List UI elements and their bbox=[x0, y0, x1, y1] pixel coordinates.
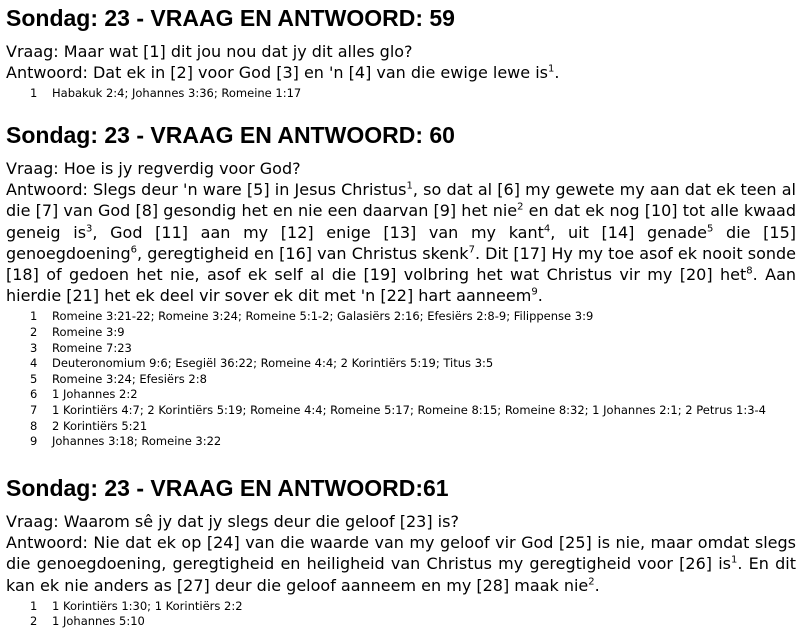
answer-segment: Antwoord: Dat ek in [2] voor God [3] en 'n [4] van die ewige lewe is bbox=[6, 63, 548, 83]
footnote-marker: 6 bbox=[130, 244, 137, 256]
reference-number: 9 bbox=[30, 434, 38, 449]
reference-text: Romeine 3:24; Efesiërs 2:8 bbox=[52, 371, 207, 386]
reference-item bbox=[6, 341, 796, 357]
reference-number: 3 bbox=[30, 340, 38, 355]
section-title: Sondag: 23 - VRAAG EN ANTWOORD: 59 bbox=[6, 5, 455, 31]
section-qa-61 bbox=[6, 474, 796, 630]
footnote-marker: 5 bbox=[707, 223, 714, 235]
answer-text bbox=[6, 532, 796, 596]
question-text: Vraag: Waarom sê jy dat jy slegs deur die geloof [23] is? bbox=[6, 512, 459, 531]
answer-segment: . bbox=[594, 575, 600, 595]
reference-number: 1 bbox=[30, 86, 38, 101]
footnote-marker: 7 bbox=[468, 244, 475, 256]
reference-item bbox=[6, 419, 796, 435]
reference-text: 1 Korintiërs 1:30; 1 Korintiërs 2:2 bbox=[52, 598, 243, 613]
footnote-marker: 8 bbox=[746, 265, 753, 277]
footnote-marker: 1 bbox=[406, 180, 413, 192]
reference-list bbox=[6, 309, 796, 449]
reference-number: 6 bbox=[30, 387, 38, 402]
reference-number: 4 bbox=[30, 356, 38, 371]
footnote-marker: 1 bbox=[547, 63, 555, 75]
reference-item bbox=[6, 387, 796, 403]
question-text: Vraag: Maar wat [1] dit jou nou dat jy dit alles glo? bbox=[6, 42, 413, 61]
reference-item bbox=[6, 356, 796, 372]
footnote-marker: 9 bbox=[531, 286, 538, 298]
section-qa-60 bbox=[6, 121, 796, 450]
answer-segment: Antwoord: Slegs deur 'n ware [5] in Jesus Christus bbox=[6, 180, 407, 200]
reference-number: 2 bbox=[30, 325, 38, 340]
reference-number: 1 bbox=[30, 598, 38, 613]
reference-item bbox=[6, 614, 796, 630]
answer-segment: , geregtigheid en [16] van Christus skenk bbox=[136, 243, 469, 263]
footnote-marker: 2 bbox=[517, 202, 524, 214]
answer-segment: . bbox=[537, 286, 543, 306]
reference-text: 2 Korintiërs 5:21 bbox=[52, 418, 148, 433]
reference-item bbox=[6, 325, 796, 341]
answer-text bbox=[6, 179, 796, 306]
answer-segment: . Dit [17] Hy my toe asof ek nooit sonde [18] of gedoen het nie, asof ek self al die [19] volbring het wat Christus vir my [20] het bbox=[6, 243, 797, 285]
reference-item bbox=[6, 403, 796, 419]
question-text: Vraag: Hoe is jy regverdig voor God? bbox=[6, 159, 301, 178]
reference-list bbox=[6, 86, 559, 102]
reference-text: Deuteronomium 9:6; Esegiël 36:22; Romeine 4:4; 2 Korintiërs 5:19; Titus 3:5 bbox=[52, 356, 494, 371]
reference-text: Romeine 3:21-22; Romeine 3:24; Romeine 5:1-2; Galasiërs 2:16; Efesiërs 2:8-9; Filippense 3:9 bbox=[52, 309, 594, 324]
reference-text: 1 Korintiërs 4:7; 2 Korintiërs 5:19; Romeine 4:4; Romeine 5:17; Romeine 8:15; Romeine 8:32; 1 Johannes 2:1; 2 Petrus 1:3-4 bbox=[52, 402, 766, 417]
answer-segment: , uit [14] genade bbox=[550, 222, 708, 242]
reference-number: 5 bbox=[30, 371, 38, 386]
footnote-marker: 3 bbox=[86, 223, 93, 235]
reference-number: 7 bbox=[30, 402, 38, 417]
reference-text: 1 Johannes 5:10 bbox=[52, 614, 145, 629]
section-title: Sondag: 23 - VRAAG EN ANTWOORD:61 bbox=[6, 475, 449, 501]
answer-text bbox=[6, 62, 559, 83]
answer-segment: Antwoord: Nie dat ek op [24] van die waarde van my geloof vir God [25] is nie, maar omdat slegs die genoegdoening, geregtigheid en heiligheid van Christus my geregtigheid voor [26] is bbox=[6, 533, 796, 574]
reference-item bbox=[6, 599, 796, 615]
answer-segment: , God [11] aan my [12] enige [13] van my kant bbox=[92, 222, 544, 242]
reference-list bbox=[6, 599, 796, 630]
reference-item bbox=[6, 372, 796, 388]
reference-text: Romeine 3:9 bbox=[52, 325, 125, 340]
section-qa-59 bbox=[6, 4, 559, 102]
reference-number: 8 bbox=[30, 418, 38, 433]
answer-segment: en dat ek nog [10] tot alle kwaad geneig is bbox=[6, 201, 797, 242]
footnote-marker: 4 bbox=[543, 223, 551, 235]
answer-segment: . bbox=[554, 63, 560, 83]
reference-text: Habakuk 2:4; Johannes 3:36; Romeine 1:17 bbox=[52, 86, 302, 101]
reference-text: Romeine 7:23 bbox=[52, 340, 132, 355]
reference-item bbox=[6, 309, 796, 325]
reference-number: 1 bbox=[30, 309, 38, 324]
reference-item bbox=[6, 434, 796, 450]
answer-segment: . En dit kan ek nie anders as [27] deur die geloof aanneem en my [28] maak nie bbox=[6, 554, 797, 595]
reference-item bbox=[6, 86, 559, 102]
reference-number: 2 bbox=[30, 614, 38, 629]
footnote-marker: 2 bbox=[588, 576, 595, 588]
section-title: Sondag: 23 - VRAAG EN ANTWOORD: 60 bbox=[6, 122, 455, 148]
footnote-marker: 1 bbox=[731, 555, 738, 567]
answer-segment: die [15] genoegdoening bbox=[6, 222, 797, 263]
answer-segment: , so dat al [6] my gewete my aan dat ek teen al die [7] van God [8] gesondig het en nie een daarvan [9] het nie bbox=[6, 180, 796, 221]
reference-text: 1 Johannes 2:2 bbox=[52, 387, 138, 402]
reference-text: Johannes 3:18; Romeine 3:22 bbox=[52, 434, 222, 449]
answer-segment: . Aan hierdie [21] het ek deel vir sover ek dit met 'n [22] hart aanneem bbox=[6, 265, 797, 306]
